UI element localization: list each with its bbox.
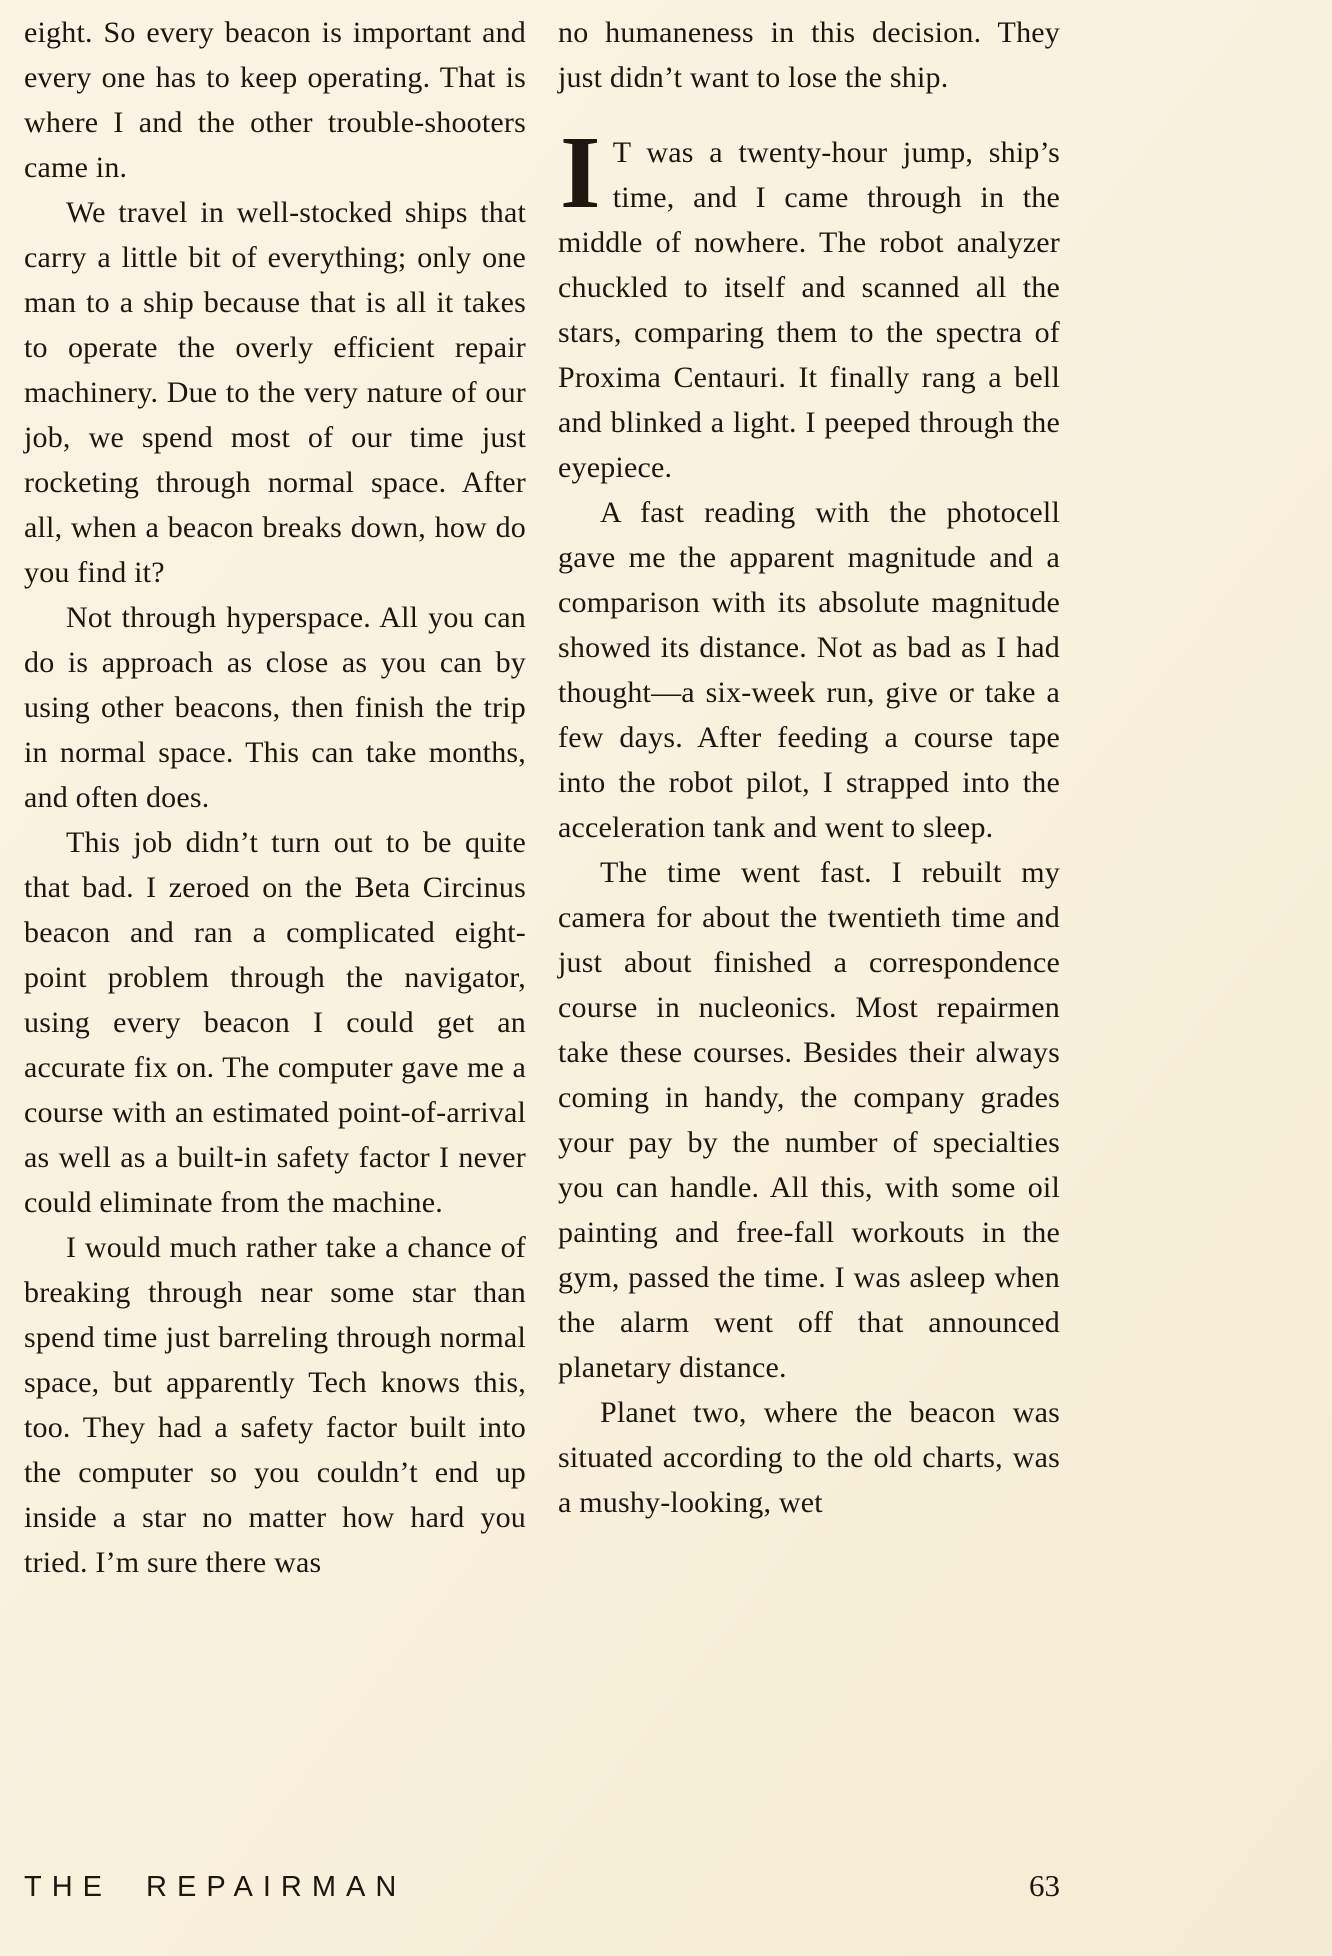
paragraph: The time went fast. I rebuilt my camera for about the twentieth time and just about finished a correspondence course in nucleonics. Most repairmen take these courses. Besides their always coming in handy, the company grades your pay by the number of specialties you can handle. All this, with some oil painting and free-fall workouts in the gym, passed the time. I was asleep when the alarm went off that announced planetary distance. bbox=[558, 856, 1060, 1384]
paragraph: Not through hyperspace. All you can do is approach as close as you can by using other beacons, then finish the trip in normal space. This can take months, and often does. bbox=[24, 601, 526, 814]
page-number: 63 bbox=[1029, 1868, 1060, 1903]
paragraph: A fast reading with the photocell gave me the apparent magnitude and a comparison with its absolute magnitude showed its distance. Not as bad as I had thought—a six-week run, give or take a few days. After feeding a course tape into the robot pilot, I strapped into the acceleration tank and went to sleep. bbox=[558, 496, 1060, 844]
section-opening-paragraph bbox=[558, 115, 1060, 490]
paragraph: eight. So every beacon is important and every one has to keep operating. That is where I and the other trouble-shooters came in. bbox=[24, 16, 526, 184]
drop-cap-letter: I bbox=[560, 115, 601, 230]
page-footer bbox=[24, 1868, 1060, 1904]
page-body bbox=[24, 10, 1060, 1585]
right-column bbox=[558, 10, 1060, 1585]
paragraph: We travel in well-stocked ships that carry a little bit of everything; only one man to a ship because that is all it takes to operate the overly efficient repair machinery. Due to the very nature of our job, we spend most of our time just rocketing through normal space. After all, when a beacon breaks down, how do you find it? bbox=[24, 196, 526, 589]
left-column bbox=[24, 10, 526, 1585]
paragraph: no humaneness in this decision. They just didn’t want to lose the ship. bbox=[558, 16, 1060, 94]
running-title: THE REPAIRMAN bbox=[24, 1871, 407, 1903]
paragraph: I would much rather take a chance of breaking through near some star than spend time just barreling through normal space, but apparently Tech knows this, too. They had a safety factor built into the computer so you couldn’t end up inside a star no matter how hard you tried. I’m sure there was bbox=[24, 1231, 526, 1579]
paragraph: This job didn’t turn out to be quite that bad. I zeroed on the Beta Circinus beacon and ran a complicated eight-point problem through the navigator, using every beacon I could get an accurate fix on. The computer gave me a course with an estimated point-of-arrival as well as a built-in safety factor I never could eliminate from the machine. bbox=[24, 826, 526, 1219]
paragraph-text: T was a twenty-hour jump, ship’s time, and I came through in the middle of nowhere. The robot analyzer chuckled to itself and scanned all the stars, comparing them to the spectra of Proxima Centauri. It finally rang a bell and blinked a light. I peeped through the eyepiece. bbox=[558, 136, 1060, 484]
paragraph: Planet two, where the beacon was situated according to the old charts, was a mushy-looking, wet bbox=[558, 1396, 1060, 1519]
